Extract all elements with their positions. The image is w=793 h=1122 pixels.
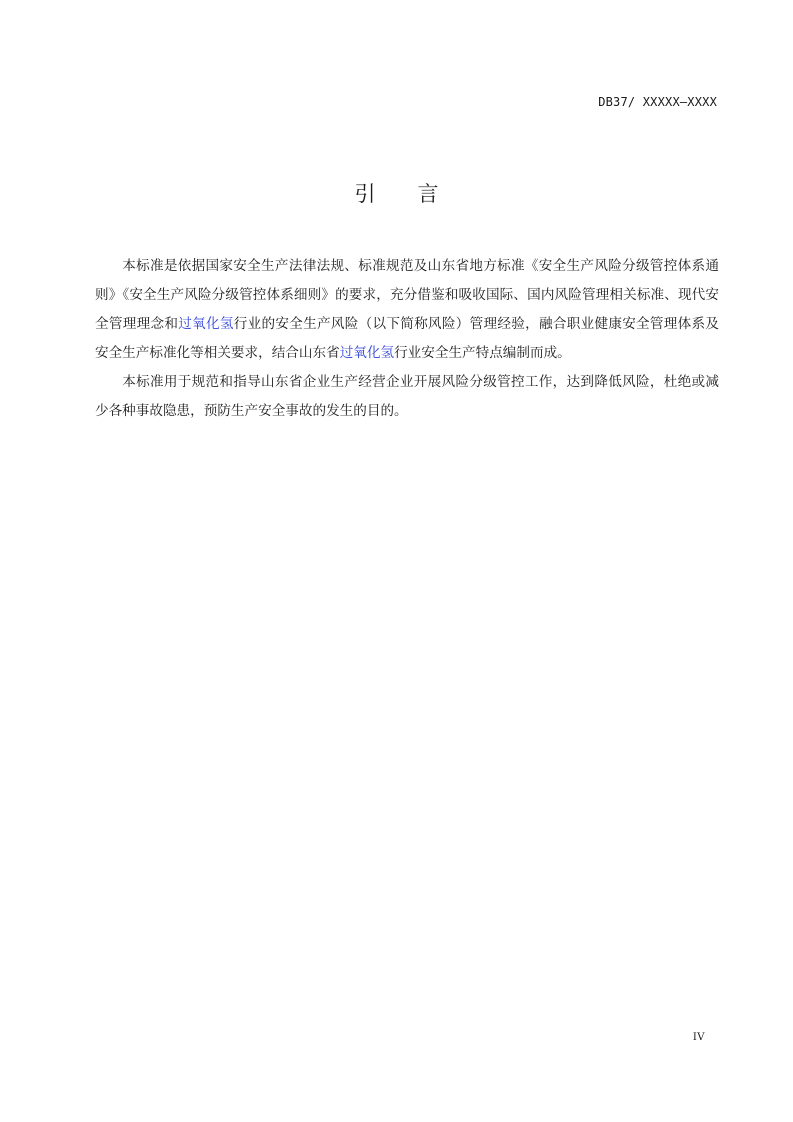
paragraph-text: 行业的安全生产风险（以下简称风险）管理经验，融合职业健康安全管理体系及安全生产标准化等相关要求，结合山东省 (95, 316, 720, 361)
paragraph-1 (95, 252, 719, 368)
title-char-2: 言 (417, 182, 439, 206)
paragraph-text: 行业安全生产特点编制而成。 (394, 345, 571, 361)
highlighted-term: 过氧化氢 (178, 316, 234, 332)
paragraph-2: 本标准用于规范和指导山东省企业生产经营企业开展风险分级管控工作，达到降低风险，杜绝或减少各种事故隐患，预防生产安全事故的发生的目的。 (95, 374, 719, 419)
title-char-1: 引 (354, 182, 376, 206)
paragraph-text: 本标准是依据国家安全生产法律法规、标准规范及山东省地方标准《安全生产风险分级管控体系通则》《安全生产风险分级管控体系细则》的要求，充分借鉴和吸收国际、国内风险管理相关标准、现代安全管理理念和 (95, 258, 719, 332)
standard-code: DB37/ XXXXX—XXXX (598, 95, 717, 109)
highlighted-term: 过氧化氢 (339, 345, 395, 361)
page-title (0, 178, 793, 208)
body-text (95, 252, 719, 426)
page-number: IV (692, 1032, 705, 1043)
